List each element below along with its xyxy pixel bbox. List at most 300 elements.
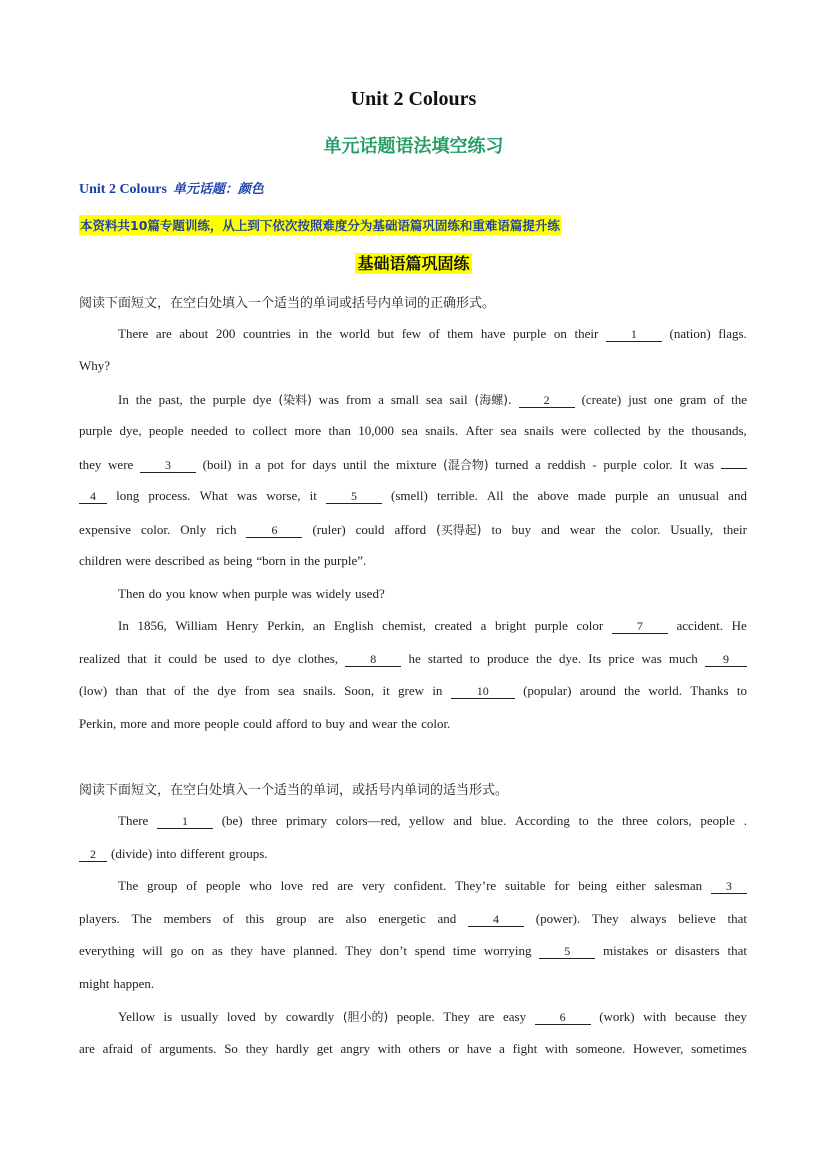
- word: easy: [502, 1009, 527, 1024]
- word: someone.: [575, 1041, 626, 1056]
- word: a: [499, 1041, 505, 1056]
- word: William: [175, 618, 218, 633]
- passage2-instruction: 阅读下面短文，在空白处填入一个适当的单词，或括号内单词的适当形式。: [79, 783, 509, 798]
- word: they: [245, 1041, 269, 1056]
- word: love: [280, 878, 303, 893]
- word: is: [163, 1009, 173, 1024]
- word: unusual: [678, 488, 720, 503]
- word: being: [578, 878, 608, 893]
- notice-banner: 本资料共10篇专题训练，从上到下依次按照难度分为基础语篇巩固练和重难语篇提升练: [79, 215, 561, 235]
- word: of: [186, 878, 198, 893]
- word: purple: [254, 586, 288, 601]
- word: few: [401, 326, 422, 341]
- word: bright: [495, 618, 527, 633]
- word: (power).: [535, 911, 581, 926]
- word: to: [491, 522, 502, 537]
- word: more: [294, 423, 322, 438]
- word: (boil): [202, 457, 232, 472]
- word: a: [535, 457, 541, 472]
- word: purple: [79, 423, 113, 438]
- word: sea: [278, 683, 295, 698]
- word: English: [333, 618, 374, 633]
- word: purple: [513, 326, 547, 341]
- word: into: [156, 846, 177, 861]
- word: and: [437, 911, 457, 926]
- word: have: [466, 1041, 492, 1056]
- word: chemist,: [382, 618, 426, 633]
- word: people: [204, 716, 240, 731]
- word: happen.: [113, 976, 155, 991]
- word: wear: [569, 522, 596, 537]
- word: Its: [588, 651, 602, 666]
- word: They: [345, 943, 372, 958]
- answer-blank[interactable]: [721, 468, 747, 469]
- word: (nation): [669, 326, 711, 341]
- answer-blank-5[interactable]: 5: [539, 944, 595, 959]
- section-heading-text: 基础语篇巩固练: [357, 254, 470, 273]
- word: reddish: [547, 457, 586, 472]
- word: energetic: [378, 911, 426, 926]
- word: know: [189, 586, 219, 601]
- word: the: [135, 392, 152, 407]
- word: to: [578, 813, 589, 828]
- word: be: [204, 651, 217, 666]
- word: their: [574, 326, 599, 341]
- word: it: [153, 651, 162, 666]
- answer-blank-8[interactable]: 8: [345, 652, 401, 667]
- passage1-line: [79, 716, 747, 732]
- word: with: [377, 1041, 401, 1056]
- answer-blank-1[interactable]: 1: [606, 327, 662, 342]
- answer-blank-2[interactable]: 2: [79, 847, 107, 862]
- word: However,: [633, 1041, 684, 1056]
- word: Thanks: [690, 683, 729, 698]
- word: accident.: [676, 618, 723, 633]
- word: (混合物): [443, 458, 489, 472]
- word: that: [727, 943, 747, 958]
- word: the: [605, 522, 622, 537]
- word: purple: [614, 488, 649, 503]
- word: in: [238, 457, 249, 472]
- word: but: [377, 326, 395, 341]
- word: sea: [425, 392, 443, 407]
- word: will: [142, 943, 163, 958]
- word: produce: [486, 651, 529, 666]
- word: worse,: [266, 488, 301, 503]
- page-subtitle: 单元话题语法填空练习: [323, 136, 504, 157]
- word: salesman: [654, 878, 703, 893]
- word: as: [211, 943, 223, 958]
- word: and: [541, 522, 560, 537]
- word: than: [115, 683, 138, 698]
- word: are: [79, 1041, 95, 1056]
- passage2-line: [118, 878, 747, 894]
- word: created: [434, 618, 472, 633]
- word: who: [249, 878, 272, 893]
- word: flags.: [718, 326, 747, 341]
- passage2-line: [79, 911, 747, 927]
- word: dye,: [119, 423, 142, 438]
- passage1-line: [118, 391, 747, 408]
- page-title: Unit 2 Colours: [350, 88, 477, 110]
- word: much: [668, 651, 698, 666]
- word: with: [544, 1041, 569, 1056]
- word: groups.: [228, 846, 268, 861]
- word: a: [480, 618, 487, 633]
- word: around: [579, 683, 616, 698]
- word: was: [641, 651, 662, 666]
- word: The: [118, 878, 139, 893]
- word: group: [275, 911, 307, 926]
- word: was: [291, 586, 312, 601]
- word: grew: [398, 683, 424, 698]
- word: and: [728, 488, 747, 503]
- word: purple”.: [324, 553, 367, 568]
- word: Perkin,: [79, 716, 117, 731]
- word: and: [349, 716, 368, 731]
- unit-topic-en: Unit 2 Colours: [79, 182, 167, 197]
- word: Then: [118, 586, 145, 601]
- word: color.: [631, 522, 661, 537]
- word: in: [298, 326, 309, 341]
- word: one: [653, 392, 673, 407]
- passage2-line: [79, 943, 747, 959]
- word: players.: [79, 911, 120, 926]
- word: the: [373, 457, 390, 472]
- word: collect: [252, 423, 288, 438]
- word: used?: [355, 586, 385, 601]
- word: expensive: [79, 522, 131, 537]
- word: the: [316, 326, 332, 341]
- word: pot: [267, 457, 285, 472]
- word: on: [191, 943, 205, 958]
- answer-blank-9[interactable]: 9: [705, 652, 747, 667]
- word: countries: [243, 326, 291, 341]
- word: also: [345, 911, 367, 926]
- word: of: [222, 911, 234, 926]
- word: with: [643, 1009, 667, 1024]
- word: made: [577, 488, 606, 503]
- word: planned.: [293, 943, 338, 958]
- word: “born: [256, 553, 287, 568]
- word: it: [309, 488, 317, 503]
- passage1-line: [79, 651, 747, 667]
- word: started: [427, 651, 463, 666]
- word: more: [120, 716, 147, 731]
- word: world: [339, 326, 370, 341]
- answer-blank-7[interactable]: 7: [612, 619, 668, 634]
- word: loved: [226, 1009, 256, 1024]
- word: All: [486, 488, 504, 503]
- word: Yellow: [118, 1009, 155, 1024]
- answer-blank-2[interactable]: 2: [519, 393, 575, 408]
- word: of: [174, 683, 185, 698]
- word: members: [163, 911, 212, 926]
- word: time: [452, 943, 476, 958]
- word: afford: [394, 522, 427, 537]
- word: were: [108, 457, 134, 472]
- unit-topic-zh: 单元话题：颜色: [172, 182, 264, 197]
- word: different: [180, 846, 225, 861]
- word: process.: [148, 488, 191, 503]
- word: they: [724, 1009, 747, 1024]
- word: very: [361, 878, 386, 893]
- answer-blank-6[interactable]: 6: [535, 1010, 591, 1025]
- word: According: [515, 813, 570, 828]
- word: to: [254, 651, 265, 666]
- word: being: [223, 553, 253, 568]
- word: cowardly: [285, 1009, 335, 1024]
- word: fight: [512, 1041, 538, 1056]
- passage1-line: [118, 618, 747, 634]
- word: Soon,: [344, 683, 375, 698]
- word: either: [616, 878, 646, 893]
- word: dye.: [559, 651, 582, 666]
- word: terrible.: [436, 488, 478, 503]
- word: in: [290, 553, 301, 568]
- word: the: [597, 813, 614, 828]
- word: or: [448, 1041, 460, 1056]
- word: dye: [252, 392, 272, 407]
- word: in: [432, 683, 443, 698]
- word: could: [243, 716, 272, 731]
- answer-blank-5[interactable]: 5: [326, 489, 382, 504]
- word: the: [668, 423, 685, 438]
- word: used: [223, 651, 248, 666]
- word: their: [723, 522, 747, 537]
- passage1-line: [79, 456, 747, 473]
- word: this: [245, 911, 265, 926]
- word: small: [390, 392, 420, 407]
- word: (popular): [523, 683, 572, 698]
- word: have: [260, 943, 286, 958]
- word: of: [428, 326, 440, 341]
- word: were: [125, 553, 151, 568]
- word: (染料): [278, 393, 312, 407]
- word: (low): [79, 683, 108, 698]
- word: you: [165, 586, 186, 601]
- word: rich: [216, 522, 237, 537]
- word: that: [727, 911, 747, 926]
- word: the: [624, 683, 641, 698]
- word: were: [561, 423, 587, 438]
- word: usually: [180, 1009, 219, 1024]
- section-heading: [0, 251, 827, 274]
- word: by: [647, 423, 661, 438]
- word: suitable: [505, 878, 546, 893]
- word: Only: [180, 522, 207, 537]
- word: of: [713, 392, 725, 407]
- word: to: [469, 651, 480, 666]
- word: There: [118, 813, 149, 828]
- word: the: [731, 392, 747, 407]
- word: are: [478, 1009, 495, 1024]
- word: and: [453, 813, 472, 828]
- word: are: [155, 326, 172, 341]
- word: thousands,: [691, 423, 747, 438]
- word: go: [170, 943, 184, 958]
- passage1-instruction: 阅读下面短文，在空白处填入一个适当的单词或括号内单词的正确形式。: [79, 296, 496, 311]
- word: angry: [340, 1041, 371, 1056]
- word: the: [189, 392, 206, 407]
- word: a: [254, 457, 261, 472]
- word: 200: [215, 326, 236, 341]
- word: gram: [679, 392, 707, 407]
- word: world.: [648, 683, 682, 698]
- word: to: [235, 423, 246, 438]
- word: when: [222, 586, 251, 601]
- word: long: [116, 488, 140, 503]
- word: for: [554, 878, 570, 893]
- passage2-line: [79, 846, 747, 862]
- word: he: [408, 651, 421, 666]
- word: of: [140, 1041, 152, 1056]
- word: more: [173, 716, 201, 731]
- passage1-line: [79, 358, 747, 374]
- word: hardly: [275, 1041, 310, 1056]
- word: What: [199, 488, 228, 503]
- word: could: [168, 651, 198, 666]
- word: afford: [275, 716, 308, 731]
- word: was: [693, 457, 715, 472]
- word: color.: [421, 716, 451, 731]
- passage2-line: [79, 976, 747, 992]
- answer-blank-3[interactable]: 3: [711, 879, 747, 894]
- word: 1856,: [137, 618, 167, 633]
- word: an: [312, 618, 326, 633]
- word: than: [328, 423, 351, 438]
- word: dye: [272, 651, 291, 666]
- word: the: [512, 488, 529, 503]
- word: blue.: [480, 813, 507, 828]
- answer-blank-10[interactable]: 10: [451, 684, 515, 699]
- word: an: [657, 488, 670, 503]
- word: buy: [511, 522, 532, 537]
- word: by: [264, 1009, 278, 1024]
- word: They: [443, 1009, 470, 1024]
- word: on: [553, 326, 567, 341]
- word: mixture: [396, 457, 437, 472]
- word: It: [679, 457, 688, 472]
- word: spend: [414, 943, 446, 958]
- answer-blank-4[interactable]: 4: [468, 912, 524, 927]
- word: arguments.: [159, 1041, 217, 1056]
- word: people: [148, 423, 184, 438]
- word: just: [628, 392, 647, 407]
- word: above: [537, 488, 569, 503]
- word: three: [251, 813, 278, 828]
- word: that: [146, 683, 166, 698]
- word: (ruler): [312, 522, 346, 537]
- word: In: [118, 618, 129, 633]
- word: people.: [396, 1009, 435, 1024]
- passage1-line: [79, 553, 747, 569]
- word: (create): [581, 392, 622, 407]
- word: price: [608, 651, 635, 666]
- word: snails.: [302, 683, 336, 698]
- word: (be): [221, 813, 243, 828]
- word: children: [79, 553, 122, 568]
- passage2-line: [118, 1008, 747, 1025]
- passage1-line: [79, 683, 747, 699]
- word: as: [208, 553, 220, 568]
- word: don’t: [379, 943, 407, 958]
- word: Why?: [79, 358, 111, 373]
- word: collected: [593, 423, 641, 438]
- word: snails: [524, 423, 554, 438]
- word: from: [244, 683, 270, 698]
- passage1-line: [118, 586, 747, 602]
- word: widely: [315, 586, 352, 601]
- answer-blank-6[interactable]: 6: [246, 523, 302, 538]
- word: colors—red,: [335, 813, 401, 828]
- answer-blank-1[interactable]: 1: [157, 814, 213, 829]
- word: purple: [603, 457, 637, 472]
- word: described: [154, 553, 205, 568]
- word: He: [731, 618, 747, 633]
- word: (smell): [391, 488, 428, 503]
- word: people: [205, 878, 241, 893]
- answer-blank-3[interactable]: 3: [140, 458, 196, 473]
- word: it: [382, 683, 390, 698]
- word: needed: [190, 423, 228, 438]
- word: the: [401, 716, 418, 731]
- word: The: [131, 911, 152, 926]
- word: until: [343, 457, 367, 472]
- word: They: [591, 911, 619, 926]
- word: -: [592, 457, 597, 472]
- word: the: [304, 553, 321, 568]
- word: days: [312, 457, 337, 472]
- word: believe: [678, 911, 716, 926]
- word: clothes,: [298, 651, 339, 666]
- word: In: [118, 392, 129, 407]
- word: So: [224, 1041, 238, 1056]
- word: snails.: [425, 423, 459, 438]
- word: others: [408, 1041, 441, 1056]
- word: mistakes: [603, 943, 649, 958]
- word: (买得起): [436, 523, 482, 537]
- word: sail: [449, 392, 468, 407]
- word: buy: [325, 716, 346, 731]
- word: are: [337, 878, 354, 893]
- word: 10,000: [358, 423, 394, 438]
- word: wear: [371, 716, 398, 731]
- passage1-line: [118, 326, 747, 342]
- word: could: [355, 522, 385, 537]
- word: confident.: [393, 878, 447, 893]
- passage1-line: [79, 488, 747, 504]
- word: the: [193, 683, 210, 698]
- word: yellow: [409, 813, 445, 828]
- word: (work): [599, 1009, 635, 1024]
- word: past,: [158, 392, 183, 407]
- word: color.: [643, 457, 673, 472]
- word: turned: [495, 457, 529, 472]
- word: Perkin,: [267, 618, 305, 633]
- word: group: [147, 878, 178, 893]
- word: purple: [534, 618, 568, 633]
- word: realized: [79, 651, 121, 666]
- word: might: [79, 976, 110, 991]
- word: color.: [140, 522, 171, 537]
- answer-blank-4[interactable]: 4: [79, 489, 107, 504]
- word: do: [148, 586, 162, 601]
- word: from: [345, 392, 372, 407]
- passage1-line: [79, 521, 747, 538]
- word: Henry: [226, 618, 259, 633]
- passage2-line: [79, 1041, 747, 1057]
